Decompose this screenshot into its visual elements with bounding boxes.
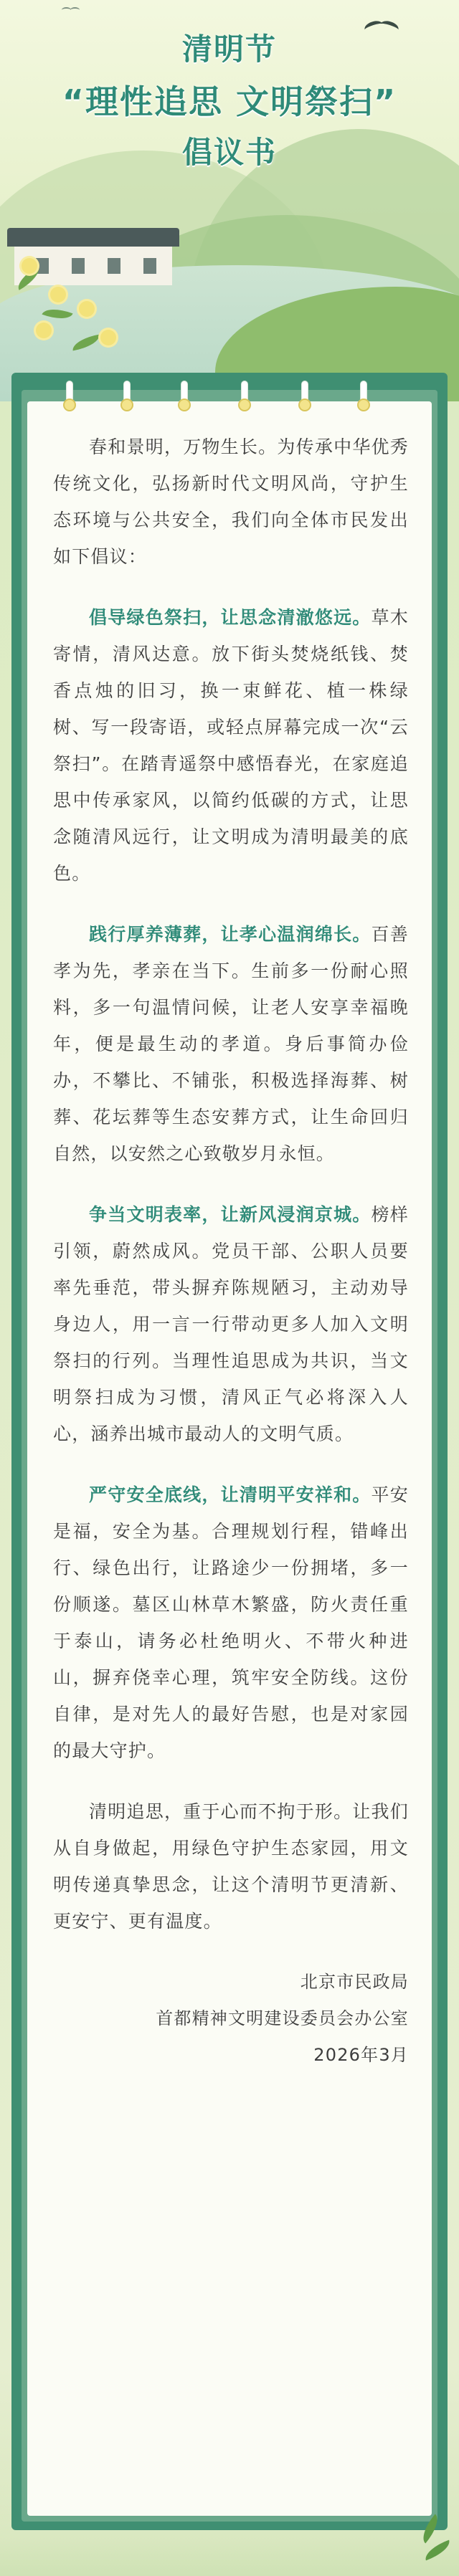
section-heading: 争当文明表率，让新风浸润京城。 (89, 1204, 372, 1225)
rapeseed-flower-icon (79, 301, 95, 317)
title-line-1: 清明节 (181, 32, 277, 67)
section-heading: 倡导绿色祭扫，让思念清澈悠远。 (89, 607, 372, 628)
small-bird-icon (62, 4, 80, 13)
binder-ring-icon (176, 381, 192, 410)
footer-decoration (0, 2537, 459, 2576)
signature-org-1: 北京市民政局 (300, 1972, 409, 1992)
signature-block (53, 1964, 409, 2074)
closing-paragraph: 清明追思，重于心而不拘于形。让我们从自身做起，用绿色守护生态家园，用文明传递真挚思念，让这个清明节更清新、更安宁、更有温度。 (53, 1801, 409, 1932)
rapeseed-flower-icon (100, 330, 116, 345)
binder-ring-icon (62, 381, 77, 410)
title-line-3: 倡议书 (181, 135, 277, 170)
title-line-2: “理性追思 文明祭扫” (62, 82, 397, 121)
rapeseed-flower-icon (50, 287, 66, 302)
leaf-icon (422, 2540, 453, 2561)
proposal-body (53, 429, 409, 2074)
section-body: 百善孝为先，孝亲在当下。生前多一份耐心照料，多一句温情问候，让老人安享幸福晚年，便是最生动的孝道。身后事简办俭办，不攀比、不铺张，积极选择海葬、树葬、花坛葬等生态安葬方式，让生命回归自然，以安然之心致敬岁月永恒。 (53, 924, 409, 1164)
section-paragraph (53, 599, 409, 892)
footer-leaves (402, 2480, 459, 2576)
section-paragraph (53, 916, 409, 1172)
intro-paragraph: 春和景明，万物生长。为传承中华优秀传统文化，弘扬新时代文明风尚，守护生态环境与公共安全，我们向全体市民发出如下倡议： (53, 437, 409, 567)
signature-date: 2026年3月 (313, 2045, 409, 2065)
section-heading: 严守安全底线，让清明平安祥和。 (89, 1484, 372, 1505)
signature-org-2: 首都精神文明建设委员会办公室 (156, 2008, 409, 2028)
binder-ring-icon (119, 381, 135, 410)
section-paragraph (53, 1196, 409, 1452)
section-heading: 践行厚养薄葬，让孝心温润绵长。 (89, 924, 372, 945)
section-body: 榜样引领，蔚然成风。党员干部、公职人员要率先垂范，带头摒弃陈规陋习，主动劝导身边人，用一言一行带动更多人加入文明祭扫的行列。当理性追思成为共识，当文明祭扫成为习惯，清风正气必将深入人心，涵养出城市最动人的文明气质。 (53, 1204, 409, 1444)
rapeseed-flower-icon (36, 323, 52, 338)
binder-ring-icon (297, 381, 313, 410)
section-paragraph (53, 1477, 409, 1769)
binder-ring-icon (237, 381, 252, 410)
leaf-icon (417, 2514, 444, 2544)
section-body: 草木寄情，清风达意。放下街头焚烧纸钱、焚香点烛的旧习，换一束鲜花、植一株绿树、写一段寄语，或轻点屏幕完成一次“云祭扫”。在踏青遥祭中感悟春光，在家庭追思中传承家风，以简约低碳的方式，让思念随清风远行，让文明成为清明最美的底色。 (53, 607, 409, 884)
header-illustration (0, 0, 459, 401)
rapeseed-flower-icon (22, 258, 37, 274)
binder-ring-icon (356, 381, 372, 410)
section-body: 平安是福，安全为基。合理规划行程，错峰出行、绿色出行，让路途少一份拥堵，多一份顺遂。墓区山林草木繁盛，防火责任重于泰山，请务必杜绝明火、不带火种进山，摒弃侥幸心理，筑牢安全防线。这份自律，是对先人的最好告慰，也是对家园的最大守护。 (53, 1484, 409, 1761)
